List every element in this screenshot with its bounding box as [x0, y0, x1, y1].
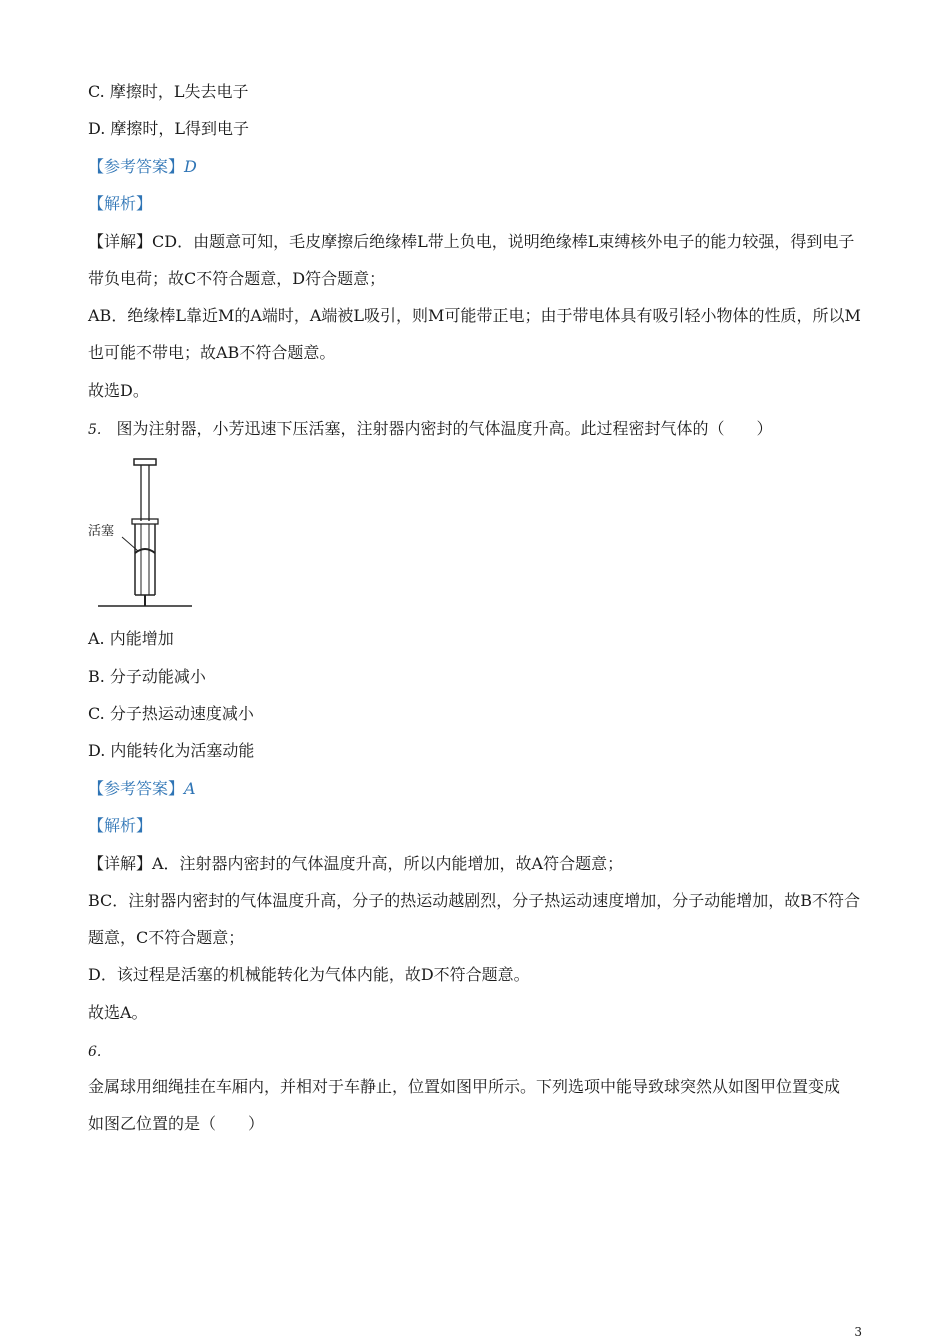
q5-number: 5.: [88, 422, 102, 438]
q6-stem-line-b: 如图乙位置的是（ ）: [88, 1114, 265, 1133]
answer-label: 【参考答案】: [88, 157, 185, 176]
q5-conclusion: 故选A。: [88, 1003, 148, 1022]
q5-option-c: C. 分子热运动速度减小: [88, 704, 254, 723]
q5-detail-line-1: 【详解】A．注射器内密封的气体温度升高，所以内能增加，故A符合题意；: [88, 854, 624, 873]
answer-value: D: [184, 157, 197, 176]
q5-option-b: B. 分子动能减小: [88, 667, 206, 686]
q4-option-d: D. 摩擦时，L得到电子: [88, 119, 250, 138]
q6-number: 6.: [88, 1044, 102, 1060]
q5-answer: [88, 779, 196, 799]
q5-analysis-label: 【解析】: [88, 816, 153, 835]
answer-value: A: [184, 779, 196, 798]
q5-detail-line-2a: BC．注射器内密封的气体温度升高，分子的热运动越剧烈，分子热运动速度增加，分子动能增加，故B不符合: [88, 891, 861, 910]
q4-detail-line-2a: AB．绝缘棒L靠近M的A端时，A端被L吸引，则M可能带正电；由于带电体具有吸引轻小物体的性质，所以M: [88, 306, 861, 325]
page-number: 3: [854, 1325, 862, 1339]
q4-answer: [88, 157, 197, 177]
q4-analysis-label: 【解析】: [88, 194, 153, 213]
q5-detail-line-3: D．该过程是活塞的机械能转化为气体内能，故D不符合题意。: [88, 965, 530, 984]
q5-option-a: A. 内能增加: [88, 629, 174, 648]
q4-option-c: C. 摩擦时，L失去电子: [88, 82, 249, 101]
q5-stem-line: [88, 419, 772, 440]
answer-label: 【参考答案】: [88, 779, 185, 798]
q4-detail-line-2b: 也可能不带电；故AB不符合题意。: [88, 343, 336, 362]
q4-detail-line-1b: 带负电荷；故C不符合题意，D符合题意；: [88, 269, 386, 288]
q5-detail-line-2b: 题意，C不符合题意；: [88, 928, 245, 947]
q4-detail-line-1a: 【详解】CD．由题意可知，毛皮摩擦后绝缘棒L带上负电，说明绝缘棒L束缚核外电子的能力较强，得到电子: [88, 232, 855, 251]
piston-label: 活塞: [88, 524, 115, 539]
q5-option-d: D. 内能转化为活塞动能: [88, 741, 255, 760]
q5-stem: 图为注射器，小芳迅速下压活塞，注射器内密封的气体温度升高。此过程密封气体的（ ）: [116, 419, 773, 438]
syringe-figure: [85, 455, 195, 610]
q4-conclusion: 故选D。: [88, 381, 149, 400]
q6-stem-line-a: 金属球用细绳挂在车厢内，并相对于车静止，位置如图甲所示。下列选项中能导致球突然从如图甲位置变成: [88, 1077, 841, 1096]
